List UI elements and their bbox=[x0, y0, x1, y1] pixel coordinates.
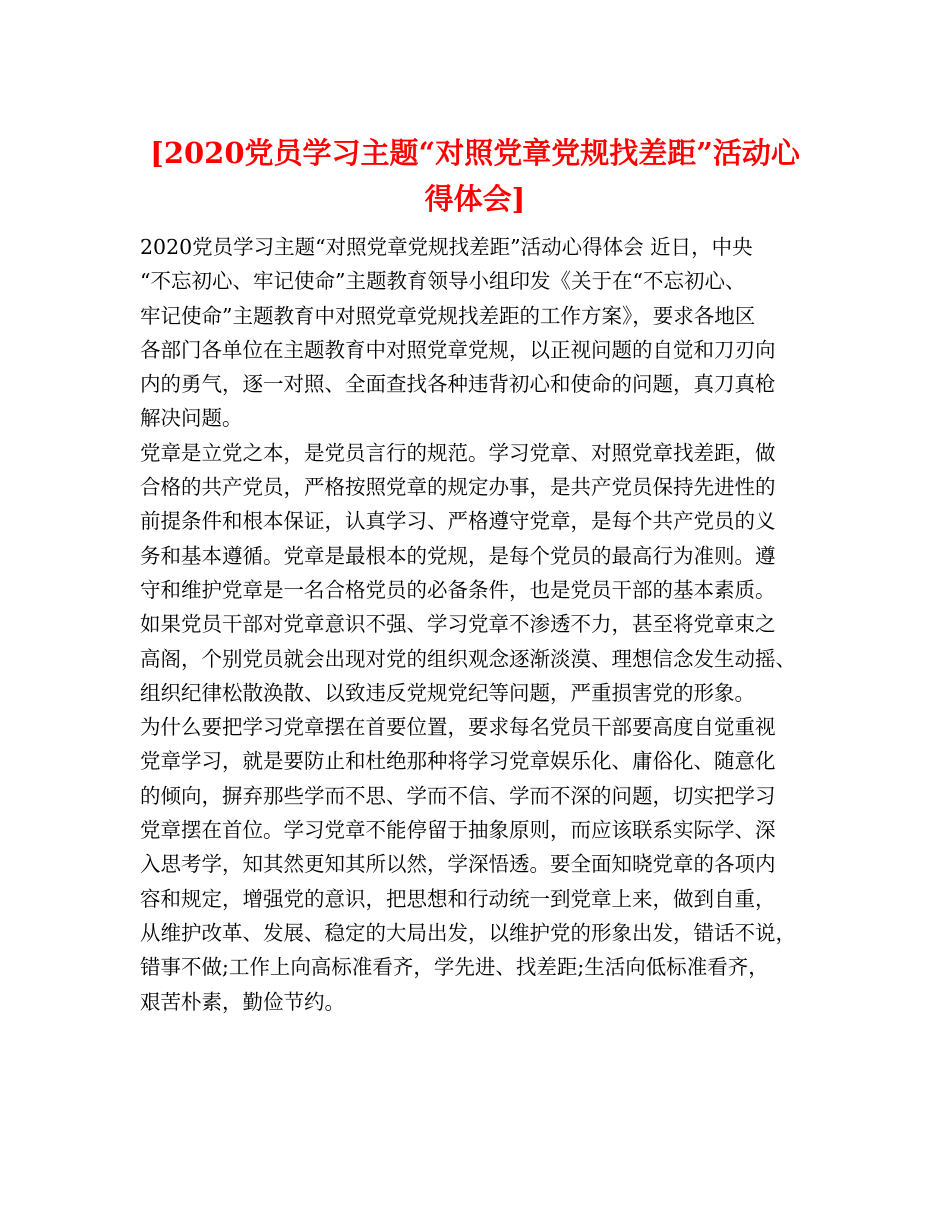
body-line: 容和规定，增强党的意识，把思想和行动统一到党章上来，做到自重， bbox=[140, 886, 776, 911]
body-line: 党章摆在首位。学习党章不能停留于抽象原则，而应该联系实际学、深 bbox=[140, 818, 776, 843]
body-line: 如果党员干部对党章意识不强、学习党章不渗透不力，甚至将党章束之 bbox=[140, 612, 776, 637]
body-line: 从维护改革、发展、稳定的大局出发，以维护党的形象出发，错话不说， bbox=[140, 920, 796, 945]
title-line: [2020党员学习主题“对照党章党规找差距”活动心 bbox=[150, 136, 800, 170]
body-line: 为什么要把学习党章摆在首要位置，要求每名党员干部要高度自觉重视 bbox=[140, 715, 776, 740]
body-line: 的倾向，摒弃那些学而不思、学而不信、学而不深的问题，切实把学习 bbox=[140, 783, 776, 808]
body-line: 高阁，个别党员就会出现对党的组织观念逐渐淡漠、理想信念发生动摇、 bbox=[140, 646, 796, 671]
body-line: 合格的共产党员，严格按照党章的规定办事，是共产党员保持先进性的 bbox=[140, 475, 776, 500]
document-body bbox=[140, 230, 840, 1019]
body-line: 解决问题。 bbox=[140, 406, 243, 431]
body-line: 2020党员学习主题“对照党章党规找差距”活动心得体会 近日，中央 bbox=[140, 235, 753, 259]
body-line: 入思考学，知其然更知其所以然，学深悟透。要全面知晓党章的各项内 bbox=[140, 852, 776, 877]
body-line: 错事不做;工作上向高标准看齐，学先进、找差距;生活向低标准看齐， bbox=[140, 955, 769, 980]
body-line: 组织纪律松散涣散、以致违反党规党纪等问题，严重损害党的形象。 bbox=[140, 680, 755, 705]
body-line: 各部门各单位在主题教育中对照党章党规，以正视问题的自觉和刀刃向 bbox=[140, 337, 776, 362]
title-line: 得体会] bbox=[424, 182, 526, 216]
body-line: 内的勇气，逐一对照、全面查找各种违背初心和使命的问题，真刀真枪 bbox=[140, 372, 776, 397]
body-line: 务和基本遵循。党章是最根本的党规，是每个党员的最高行为准则。遵 bbox=[140, 543, 776, 568]
body-line: 党章学习，就是要防止和杜绝那种将学习党章娱乐化、庸俗化、随意化 bbox=[140, 749, 776, 774]
body-line: 守和维护党章是一名合格党员的必备条件，也是党员干部的基本素质。 bbox=[140, 577, 776, 602]
body-line: 党章是立党之本，是党员言行的规范。学习党章、对照党章找差距，做 bbox=[140, 440, 776, 465]
body-line: 前提条件和根本保证，认真学习、严格遵守党章，是每个共产党员的义 bbox=[140, 509, 776, 534]
body-line: “不忘初心、牢记使命”主题教育领导小组印发《关于在“不忘初心、 bbox=[140, 269, 746, 294]
body-line: 牢记使命”主题教育中对照党章党规找差距的工作方案》，要求各地区 bbox=[140, 303, 756, 328]
document-title bbox=[130, 130, 820, 222]
body-line: 艰苦朴素，勤俭节约。 bbox=[140, 989, 345, 1014]
